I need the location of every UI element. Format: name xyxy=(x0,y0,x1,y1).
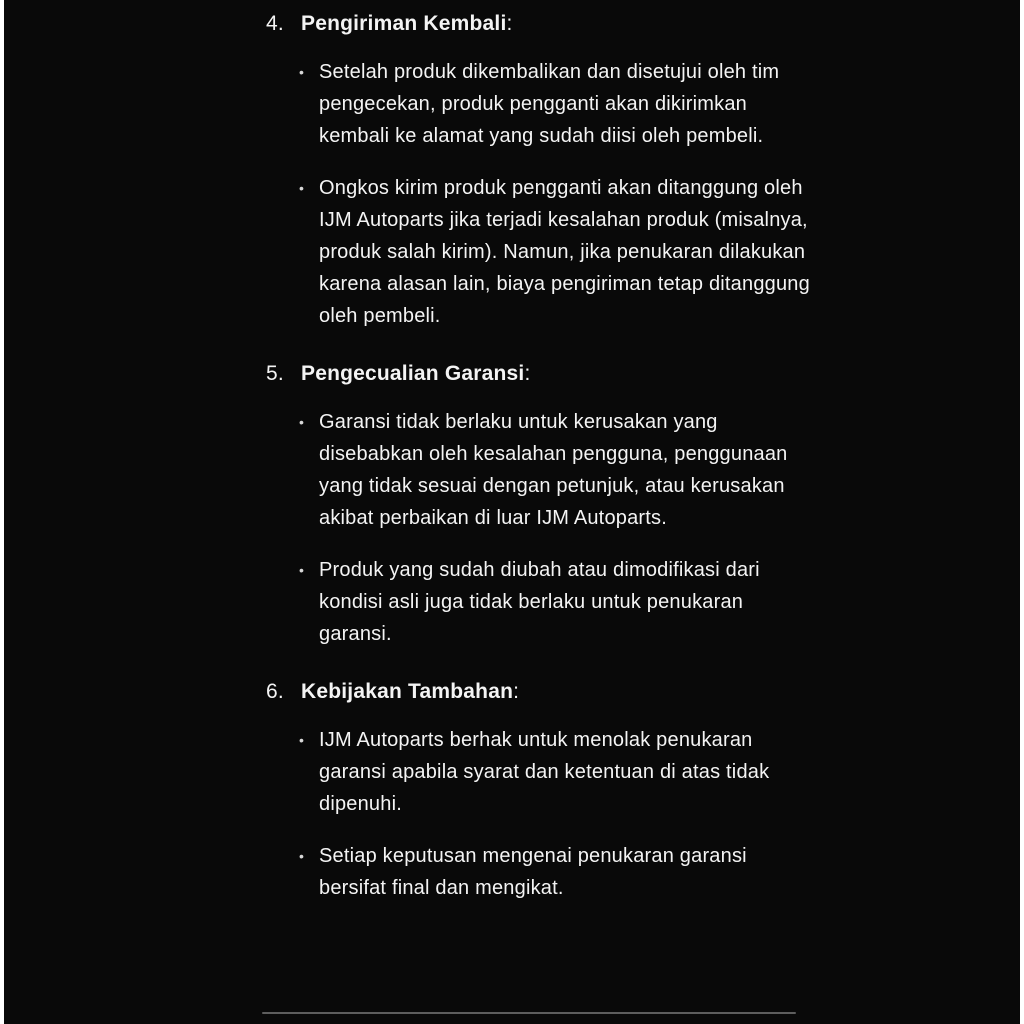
section-number: 5. xyxy=(266,362,284,385)
bullet-text: IJM Autoparts berhak untuk menolak penukaran garansi apabila syarat dan ketentuan di atas tidak dipenuhi. xyxy=(319,729,770,815)
bullet-text: Setiap keputusan mengenai penukaran garansi bersifat final dan mengikat. xyxy=(319,845,747,899)
section-title-wrap xyxy=(301,8,513,40)
section-heading xyxy=(266,8,814,40)
section-title: Pengiriman Kembali xyxy=(301,12,507,35)
policy-section-4 xyxy=(266,8,814,332)
section-title-colon: : xyxy=(513,680,520,703)
bullet-text: Ongkos kirim produk pengganti akan ditanggung oleh IJM Autoparts jika terjadi kesalahan produk (misalnya, produk salah kirim). Namun, jika penukaran dilakukan karena alasan lain, biaya pengiriman tetap ditanggung oleh pembeli. xyxy=(319,177,810,327)
bullet-item xyxy=(299,406,814,534)
bullet-dot: • xyxy=(299,732,305,748)
section-number: 4. xyxy=(266,12,284,35)
section-number: 6. xyxy=(266,680,284,703)
section-title-wrap xyxy=(301,676,519,708)
section-title-wrap xyxy=(301,358,530,390)
section-heading xyxy=(266,676,814,708)
bullet-text: Garansi tidak berlaku untuk kerusakan yang disebabkan oleh kesalahan pengguna, penggunaan yang tidak sesuai dengan petunjuk, atau kerusakan akibat perbaikan di luar IJM Autoparts. xyxy=(319,411,788,529)
policy-section-5 xyxy=(266,358,814,650)
section-bullets xyxy=(266,724,814,904)
left-border xyxy=(0,0,4,1024)
bullet-dot: • xyxy=(299,180,305,196)
section-title-colon: : xyxy=(524,362,531,385)
bullet-item xyxy=(299,554,814,650)
document-screen xyxy=(4,0,1020,1024)
bullet-item xyxy=(299,172,814,332)
bullet-dot: • xyxy=(299,848,305,864)
section-title: Kebijakan Tambahan xyxy=(301,680,514,703)
bullet-item xyxy=(299,840,814,904)
bullet-dot: • xyxy=(299,64,305,80)
section-title: Pengecualian Garansi xyxy=(301,362,525,385)
section-bullets xyxy=(266,56,814,332)
bullet-item xyxy=(299,56,814,152)
section-title-colon: : xyxy=(506,12,513,35)
bullet-item xyxy=(299,724,814,820)
section-bullets xyxy=(266,406,814,650)
bottom-divider xyxy=(262,1012,796,1014)
bullet-text: Setelah produk dikembalikan dan disetujui oleh tim pengecekan, produk pengganti akan dikirimkan kembali ke alamat yang sudah diisi oleh pembeli. xyxy=(319,61,780,147)
policy-document xyxy=(266,8,814,924)
bullet-text: Produk yang sudah diubah atau dimodifikasi dari kondisi asli juga tidak berlaku untuk penukaran garansi. xyxy=(319,559,760,645)
bullet-dot: • xyxy=(299,562,305,578)
section-heading xyxy=(266,358,814,390)
right-border xyxy=(1020,0,1024,1024)
policy-section-6 xyxy=(266,676,814,904)
bullet-dot: • xyxy=(299,414,305,430)
